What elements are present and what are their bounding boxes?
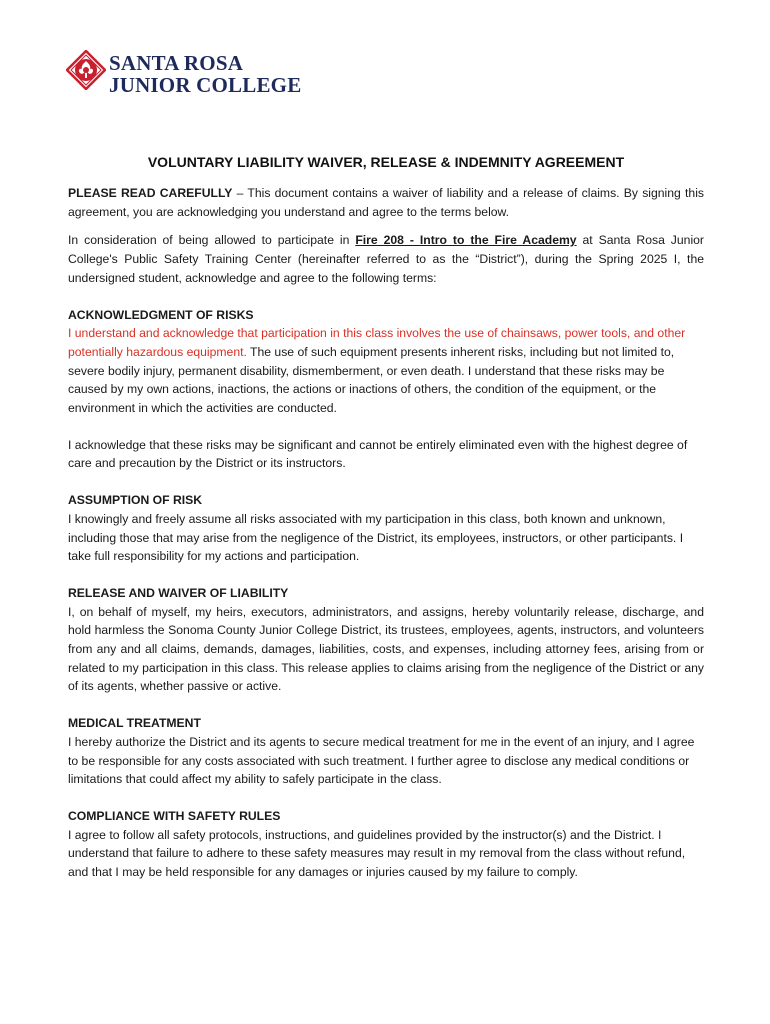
intro-paragraph bbox=[68, 184, 704, 221]
ack-warning: I understand and acknowledge that participation in this class involves the use of chainsaws, power tools, and other potentially hazardous equipment. bbox=[68, 326, 686, 359]
ack-paragraph-2: I acknowledge that these risks may be significant and cannot be entirely eliminated even with the highest degree of care and precaution by the District or its instructors. bbox=[68, 437, 688, 471]
ack-text: The use of such equipment presents inherent risks, including but not limited to, severe bodily injury, permanent disability, dismemberment, or even death. I understand that these risks may be caused by my own actions, inactions, the actions or inactions of others, the condition of the equipment, or the environment in which the activities are conducted. bbox=[68, 344, 675, 416]
college-name-line2: JUNIOR COLLEGE bbox=[109, 73, 302, 97]
ack-paragraph bbox=[68, 324, 704, 418]
intro-text: – This document contains a waiver of liability and a release of claims. By signing this agreement, you are acknowledging you understand and agree to the terms below. bbox=[68, 186, 705, 219]
assumption-text: I knowingly and freely assume all risks associated with my participation in this class, both known and unknown, including those that may arise from the negligence of the District, its employees, instructors, or other participants. I take full responsibility for my actions and participation. bbox=[68, 511, 684, 564]
medical-text: I hereby authorize the District and its agents to secure medical treatment for me in the event of an injury, and I agree to be responsible for any costs associated with such treatment. I further agree to disclose any medical conditions or limitations that could affect my ability to safely participate in the class. bbox=[68, 734, 695, 787]
medical-heading: MEDICAL TREATMENT bbox=[68, 716, 201, 731]
course-name: Fire 208 - Intro to the Fire Academy bbox=[355, 233, 577, 248]
document-title: VOLUNTARY LIABILITY WAIVER, RELEASE & INDEMNITY AGREEMENT bbox=[147, 154, 625, 170]
college-seal-icon bbox=[66, 50, 106, 90]
college-name-line1: SANTA ROSA bbox=[109, 51, 244, 75]
consideration-text-b: at Santa Rosa Junior College's Public Safety Training Center (hereinafter referred to as the “District”), during the Spring 2025 I, the undersigned student, acknowledge and agree to the following terms: bbox=[68, 233, 704, 285]
release-text: I, on behalf of myself, my heirs, executors, administrators, and assigns, hereby voluntarily release, discharge, and hold harmless the Sonoma County Junior College District, its trustees, employees, agents, instructors, and volunteers from any and all claims, demands, damages, liabilities, costs, and expenses, including attorney fees, arising from or related to my participation in this class. This release applies to claims arising from the negligence of the District or any of its agents, whether passive or active. bbox=[68, 604, 704, 694]
document-body bbox=[68, 153, 704, 882]
release-heading: RELEASE AND WAIVER OF LIABILITY bbox=[68, 585, 289, 600]
college-name bbox=[109, 52, 301, 96]
consideration-paragraph bbox=[68, 231, 704, 287]
ack-heading: ACKNOWLEDGMENT OF RISKS bbox=[68, 307, 254, 322]
college-logo bbox=[66, 50, 306, 110]
safety-text: I agree to follow all safety protocols, instructions, and guidelines provided by the instructor(s) and the District. I understand that failure to adhere to these safety measures may result in my removal from the class without refund, and that I may be held responsible for any damages or injuries caused by my failure to comply. bbox=[68, 827, 686, 880]
consideration-text-a: In consideration of being allowed to participate in bbox=[68, 233, 356, 248]
assumption-heading: ASSUMPTION OF RISK bbox=[68, 493, 203, 508]
intro-lead: PLEASE READ CAREFULLY bbox=[68, 186, 233, 200]
safety-heading: COMPLIANCE WITH SAFETY RULES bbox=[68, 808, 281, 823]
